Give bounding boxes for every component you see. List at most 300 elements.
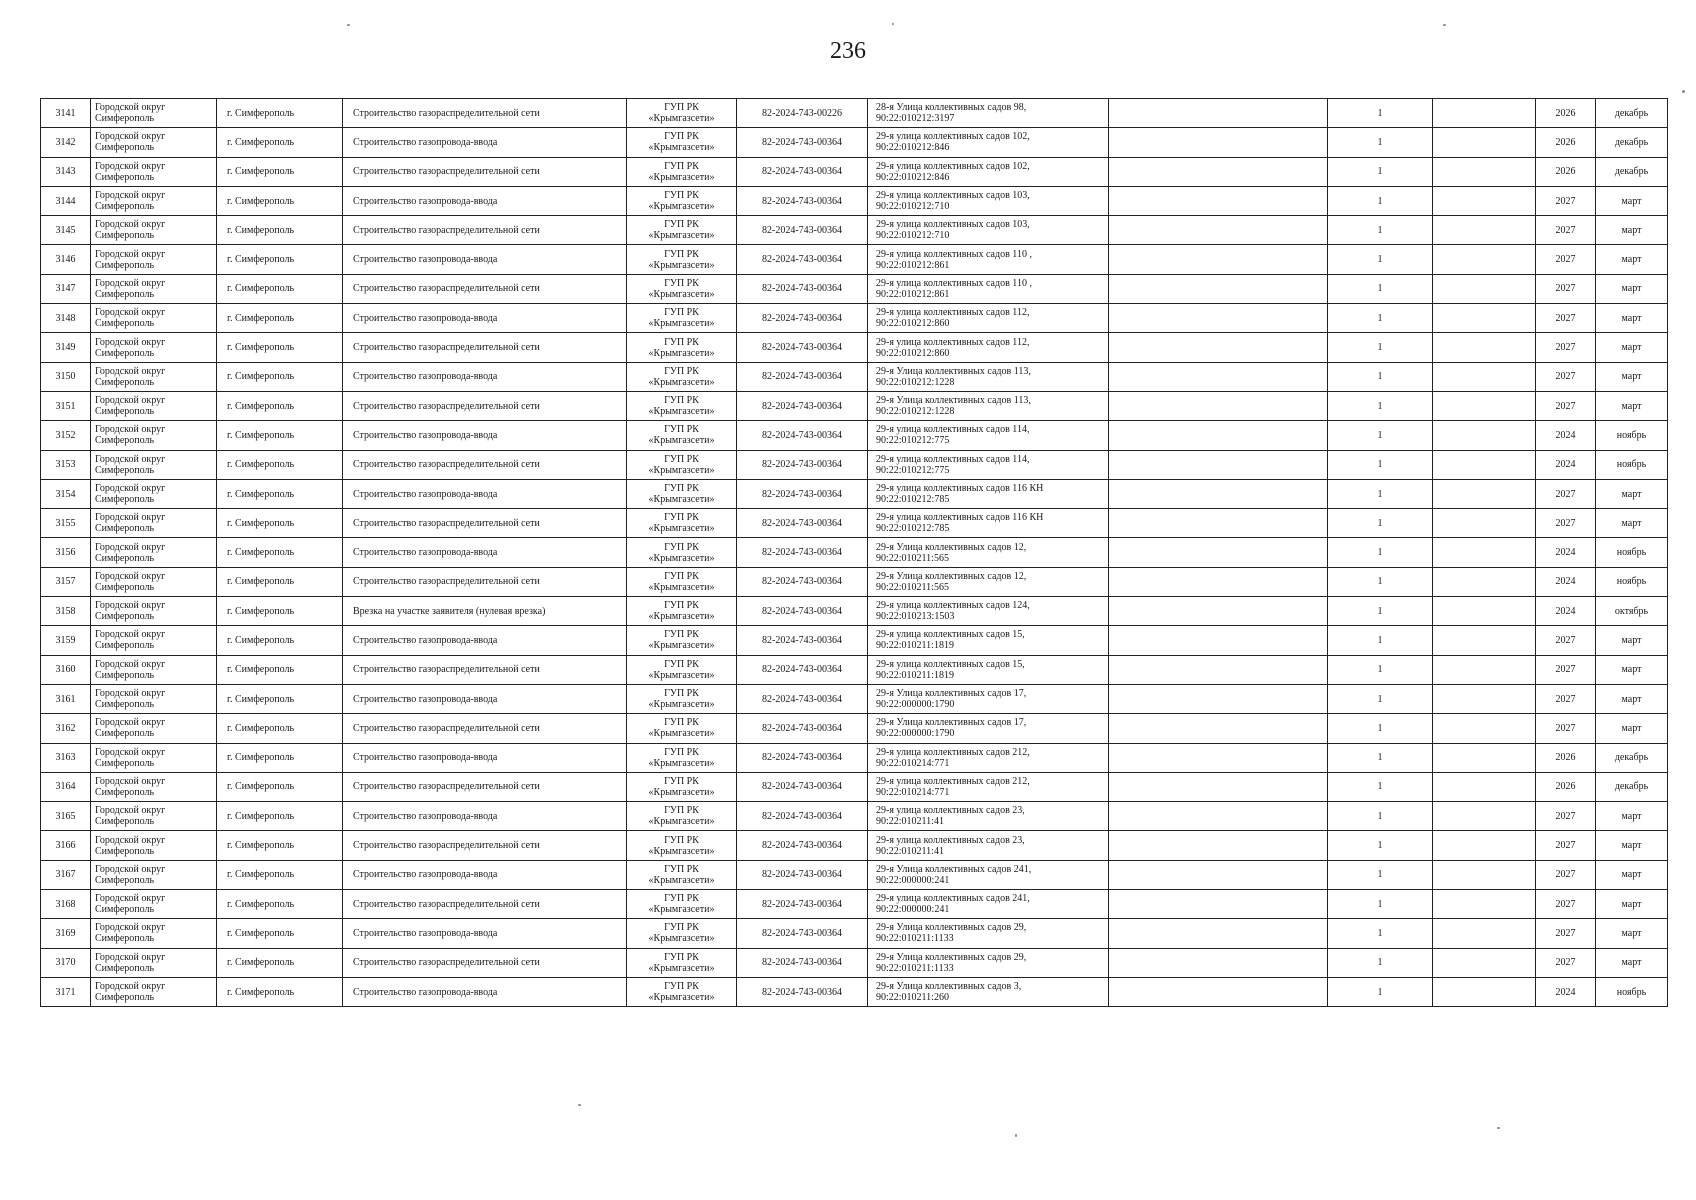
city-cell [217,948,343,977]
district-text: Симферополь [95,992,155,1004]
month-text: март [1621,312,1642,324]
table-row [41,919,1668,948]
city-text: г. Симферополь [227,605,295,617]
district-text: Городской округ [95,307,166,319]
month-text: ноябрь [1616,429,1647,441]
empty-cell [1109,977,1328,1006]
address-text: 90:22:010211:41 [876,845,944,857]
month-cell [1596,919,1668,948]
empty-cell [1433,772,1536,801]
district-text: Городской округ [95,893,166,905]
table-row [41,597,1668,626]
work-type-text: Строительство газораспределительной сети [353,576,540,588]
district-cell [91,977,217,1006]
row-number-cell [41,626,91,655]
city-cell [217,245,343,274]
row-number-text: 3142 [55,136,76,148]
year-text: 2027 [1555,840,1576,852]
work-type-cell [343,274,627,303]
month-cell [1596,333,1668,362]
empty-cell [1109,391,1328,420]
program-code-cell [737,509,868,538]
program-code-text: 82-2024-743-00364 [762,136,842,148]
city-text: г. Симферополь [227,810,295,822]
address-text: 29-я улица коллективных садов 15, [876,658,1025,670]
program-code-text: 82-2024-743-00364 [762,429,842,441]
program-code-text: 82-2024-743-00364 [762,869,842,881]
table-row [41,567,1668,596]
city-text: г. Симферополь [227,752,295,764]
empty-cell [1433,655,1536,684]
address-text: 90:22:010212:785 [876,494,950,505]
district-text: Симферополь [95,699,155,711]
work-type-text: Строительство газопровода-ввода [353,371,498,383]
organization-text: ГУП РК [664,160,699,172]
district-text: Городской округ [95,512,166,524]
empty-cell [1433,186,1536,215]
month-cell [1596,216,1668,245]
address-text: 29-я улица коллективных садов 114, [876,424,1030,436]
table-row [41,99,1668,128]
work-type-cell [343,304,627,333]
district-cell [91,479,217,508]
table-row [41,802,1668,831]
program-code-cell [737,626,868,655]
organization-cell [627,772,737,801]
program-code-text: 82-2024-743-00364 [762,693,842,705]
month-text: март [1621,957,1642,969]
city-cell [217,538,343,567]
row-number-text: 3167 [55,869,76,881]
address-cell [868,216,1109,245]
row-number-text: 3156 [55,547,76,559]
row-number-text: 3171 [55,986,76,998]
row-number-text: 3148 [55,312,76,324]
year-cell [1536,655,1596,684]
year-cell [1536,890,1596,919]
district-text: Симферополь [95,318,155,330]
row-number-text: 3157 [55,576,76,588]
year-cell [1536,333,1596,362]
work-type-cell [343,99,627,128]
work-type-cell [343,421,627,450]
district-text: Городской округ [95,775,166,787]
quantity-cell [1328,274,1433,303]
organization-cell [627,245,737,274]
work-type-text: Строительство газопровода-ввода [353,986,498,998]
address-text: 29-я Улица коллективных садов 113, [876,395,1031,407]
quantity-text: 1 [1377,634,1383,646]
program-code-cell [737,684,868,713]
quantity-cell [1328,743,1433,772]
organization-text: ГУП РК [664,541,699,553]
organization-text: «Крымгазсети» [648,318,715,330]
district-cell [91,128,217,157]
address-cell [868,99,1109,128]
district-cell [91,684,217,713]
district-cell [91,99,217,128]
organization-cell [627,216,737,245]
district-text: Городской округ [95,336,166,348]
city-text: г. Симферополь [227,957,295,969]
organization-cell [627,128,737,157]
work-type-cell [343,567,627,596]
address-text: 90:22:010213:1503 [876,611,955,623]
work-type-text: Строительство газораспределительной сети [353,840,540,852]
organization-text: «Крымгазсети» [648,435,715,447]
month-cell [1596,772,1668,801]
row-number-text: 3153 [55,459,76,471]
district-text: Симферополь [95,904,155,916]
month-cell [1596,157,1668,186]
city-text: г. Симферополь [227,517,295,529]
program-code-cell [737,186,868,215]
district-cell [91,245,217,274]
quantity-text: 1 [1377,224,1383,236]
work-type-cell [343,509,627,538]
district-cell [91,655,217,684]
organization-text: ГУП РК [664,424,699,436]
address-text: 29-я улица коллективных садов 212, [876,746,1030,758]
organization-text: ГУП РК [664,863,699,875]
month-cell [1596,362,1668,391]
work-type-cell [343,157,627,186]
work-type-cell [343,860,627,889]
month-text: март [1621,898,1642,910]
city-text: г. Симферополь [227,136,295,148]
organization-text: «Крымгазсети» [648,113,715,125]
city-cell [217,99,343,128]
month-text: март [1621,488,1642,500]
program-code-cell [737,919,868,948]
row-number-text: 3143 [55,166,76,178]
organization-text: «Крымгазсети» [648,845,715,857]
district-text: Городской округ [95,951,166,963]
empty-cell [1109,567,1328,596]
table-row [41,626,1668,655]
empty-cell [1433,860,1536,889]
address-text: 29-я улица коллективных садов 103, [876,190,1030,202]
quantity-text: 1 [1377,752,1383,764]
work-type-cell [343,948,627,977]
organization-cell [627,479,737,508]
year-cell [1536,362,1596,391]
organization-text: ГУП РК [664,600,699,612]
year-cell [1536,802,1596,831]
organization-text: ГУП РК [664,981,699,993]
district-text: Симферополь [95,669,155,681]
district-cell [91,919,217,948]
year-cell [1536,245,1596,274]
year-cell [1536,391,1596,420]
city-cell [217,450,343,479]
program-code-cell [737,597,868,626]
district-cell [91,362,217,391]
district-text: Городской округ [95,219,166,231]
year-cell [1536,977,1596,1006]
city-cell [217,860,343,889]
address-text: 29-я улица коллективных садов 241, [876,893,1030,905]
city-cell [217,919,343,948]
year-text: 2024 [1555,576,1576,588]
city-text: г. Симферополь [227,224,295,236]
address-text: 90:22:010212:710 [876,230,950,242]
year-text: 2026 [1555,107,1576,119]
empty-cell [1109,274,1328,303]
organization-cell [627,99,737,128]
row-number-text: 3170 [55,957,76,969]
organization-text: ГУП РК [664,307,699,319]
empty-cell [1433,450,1536,479]
city-cell [217,479,343,508]
quantity-cell [1328,772,1433,801]
city-text: г. Симферополь [227,986,295,998]
year-text: 2027 [1555,693,1576,705]
row-number-cell [41,157,91,186]
city-cell [217,714,343,743]
address-text: 29-я улица коллективных садов 23, [876,834,1025,846]
address-text: 29-я улица коллективных садов 102, [876,160,1030,172]
district-cell [91,743,217,772]
organization-text: ГУП РК [664,248,699,260]
empty-cell [1109,245,1328,274]
year-cell [1536,186,1596,215]
month-text: декабрь [1614,166,1649,178]
program-code-cell [737,245,868,274]
row-number-text: 3159 [55,634,76,646]
work-type-cell [343,333,627,362]
district-text: Городской округ [95,365,166,377]
quantity-text: 1 [1377,664,1383,676]
city-cell [217,743,343,772]
row-number-text: 3161 [55,693,76,705]
organization-cell [627,450,737,479]
quantity-cell [1328,860,1433,889]
year-text: 2027 [1555,517,1576,529]
quantity-text: 1 [1377,957,1383,969]
district-text: Городской округ [95,424,166,436]
month-cell [1596,977,1668,1006]
row-number-text: 3165 [55,810,76,822]
organization-text: ГУП РК [664,893,699,905]
organization-text: «Крымгазсети» [648,201,715,213]
district-text: Симферополь [95,288,155,300]
work-type-cell [343,450,627,479]
year-cell [1536,919,1596,948]
organization-text: ГУП РК [664,453,699,465]
address-text: 90:22:010212:861 [876,259,950,271]
organization-text: ГУП РК [664,629,699,641]
year-cell [1536,157,1596,186]
quantity-cell [1328,597,1433,626]
row-number-text: 3162 [55,722,76,734]
program-code-text: 82-2024-743-00364 [762,634,842,646]
city-text: г. Симферополь [227,869,295,881]
row-number-cell [41,743,91,772]
year-cell [1536,948,1596,977]
district-text: Городской округ [95,248,166,260]
address-text: 29-я улица коллективных садов 103, [876,219,1030,231]
quantity-cell [1328,948,1433,977]
table-row [41,216,1668,245]
address-text: 90:22:010212:775 [876,464,950,476]
work-type-text: Строительство газораспределительной сети [353,342,540,354]
quantity-text: 1 [1377,107,1383,119]
quantity-cell [1328,362,1433,391]
work-type-text: Строительство газопровода-ввода [353,927,498,939]
empty-cell [1109,450,1328,479]
empty-cell [1433,479,1536,508]
district-cell [91,626,217,655]
year-text: 2027 [1555,634,1576,646]
quantity-cell [1328,479,1433,508]
organization-text: ГУП РК [664,805,699,817]
district-text: Городской округ [95,483,166,494]
scan-speck [892,23,894,25]
district-text: Городской округ [95,395,166,407]
organization-text: «Крымгазсети» [648,142,715,154]
work-type-cell [343,362,627,391]
table-row [41,157,1668,186]
year-cell [1536,684,1596,713]
city-text: г. Симферополь [227,840,295,852]
month-text: март [1621,371,1642,383]
address-cell [868,245,1109,274]
address-text: 29-я улица коллективных садов 114, [876,453,1030,465]
work-type-text: Строительство газораспределительной сети [353,459,540,471]
row-number-text: 3149 [55,342,76,354]
empty-cell [1109,186,1328,215]
district-text: Симферополь [95,728,155,740]
city-text: г. Симферополь [227,166,295,178]
month-text: декабрь [1614,781,1649,793]
year-cell [1536,626,1596,655]
program-code-text: 82-2024-743-00364 [762,605,842,617]
quantity-text: 1 [1377,459,1383,471]
row-number-text: 3154 [55,488,76,500]
row-number-text: 3152 [55,429,76,441]
month-cell [1596,304,1668,333]
address-cell [868,567,1109,596]
quantity-cell [1328,99,1433,128]
city-cell [217,391,343,420]
table-row [41,890,1668,919]
empty-cell [1433,977,1536,1006]
month-cell [1596,128,1668,157]
year-text: 2027 [1555,898,1576,910]
work-type-cell [343,714,627,743]
organization-text: «Крымгазсети» [648,874,715,886]
organization-text: «Крымгазсети» [648,171,715,183]
row-number-cell [41,684,91,713]
work-type-text: Строительство газораспределительной сети [353,957,540,969]
organization-text: ГУП РК [664,512,699,524]
organization-text: «Крымгазсети» [648,728,715,740]
month-text: декабрь [1614,107,1649,119]
year-cell [1536,772,1596,801]
month-cell [1596,391,1668,420]
district-cell [91,567,217,596]
work-type-cell [343,479,627,508]
district-cell [91,509,217,538]
quantity-cell [1328,304,1433,333]
organization-text: «Крымгазсети» [648,494,715,505]
quantity-cell [1328,128,1433,157]
quantity-cell [1328,450,1433,479]
program-code-text: 82-2024-743-00364 [762,400,842,412]
organization-text: «Крымгазсети» [648,611,715,623]
district-text: Симферополь [95,113,155,125]
organization-text: ГУП РК [664,570,699,582]
organization-text: «Крымгазсети» [648,904,715,916]
month-cell [1596,684,1668,713]
district-cell [91,538,217,567]
program-code-cell [737,157,868,186]
organization-text: ГУП РК [664,277,699,289]
organization-cell [627,890,737,919]
organization-text: ГУП РК [664,746,699,758]
organization-text: ГУП РК [664,365,699,377]
organization-cell [627,626,737,655]
program-code-text: 82-2024-743-00364 [762,840,842,852]
work-type-text: Строительство газопровода-ввода [353,429,498,441]
work-type-text: Строительство газопровода-ввода [353,488,498,500]
address-cell [868,655,1109,684]
quantity-cell [1328,333,1433,362]
quantity-cell [1328,655,1433,684]
district-text: Городской округ [95,453,166,465]
month-cell [1596,890,1668,919]
district-text: Городской округ [95,746,166,758]
city-cell [217,626,343,655]
organization-cell [627,597,737,626]
address-cell [868,597,1109,626]
month-cell [1596,655,1668,684]
table-row [41,831,1668,860]
program-code-cell [737,362,868,391]
quantity-cell [1328,509,1433,538]
program-code-cell [737,304,868,333]
district-text: Городской округ [95,658,166,670]
year-text: 2027 [1555,400,1576,412]
organization-text: ГУП РК [664,951,699,963]
empty-cell [1109,948,1328,977]
year-text: 2027 [1555,371,1576,383]
row-number-text: 3141 [55,107,76,119]
address-text: 90:22:010212:710 [876,201,950,213]
page-number: 236 [830,38,866,64]
empty-cell [1109,597,1328,626]
scan-speck [578,1104,581,1106]
gas-connection-register-table [40,98,1668,1007]
register-body [41,99,1668,1007]
table-row [41,977,1668,1006]
organization-cell [627,684,737,713]
work-type-text: Строительство газопровода-ввода [353,869,498,881]
empty-cell [1109,128,1328,157]
city-cell [217,977,343,1006]
program-code-cell [737,890,868,919]
city-text: г. Симферополь [227,312,295,324]
row-number-cell [41,362,91,391]
quantity-cell [1328,831,1433,860]
organization-text: «Крымгазсети» [648,669,715,681]
program-code-cell [737,99,868,128]
organization-text: ГУП РК [664,336,699,348]
quantity-text: 1 [1377,429,1383,441]
program-code-text: 82-2024-743-00364 [762,312,842,324]
year-text: 2024 [1555,986,1576,998]
